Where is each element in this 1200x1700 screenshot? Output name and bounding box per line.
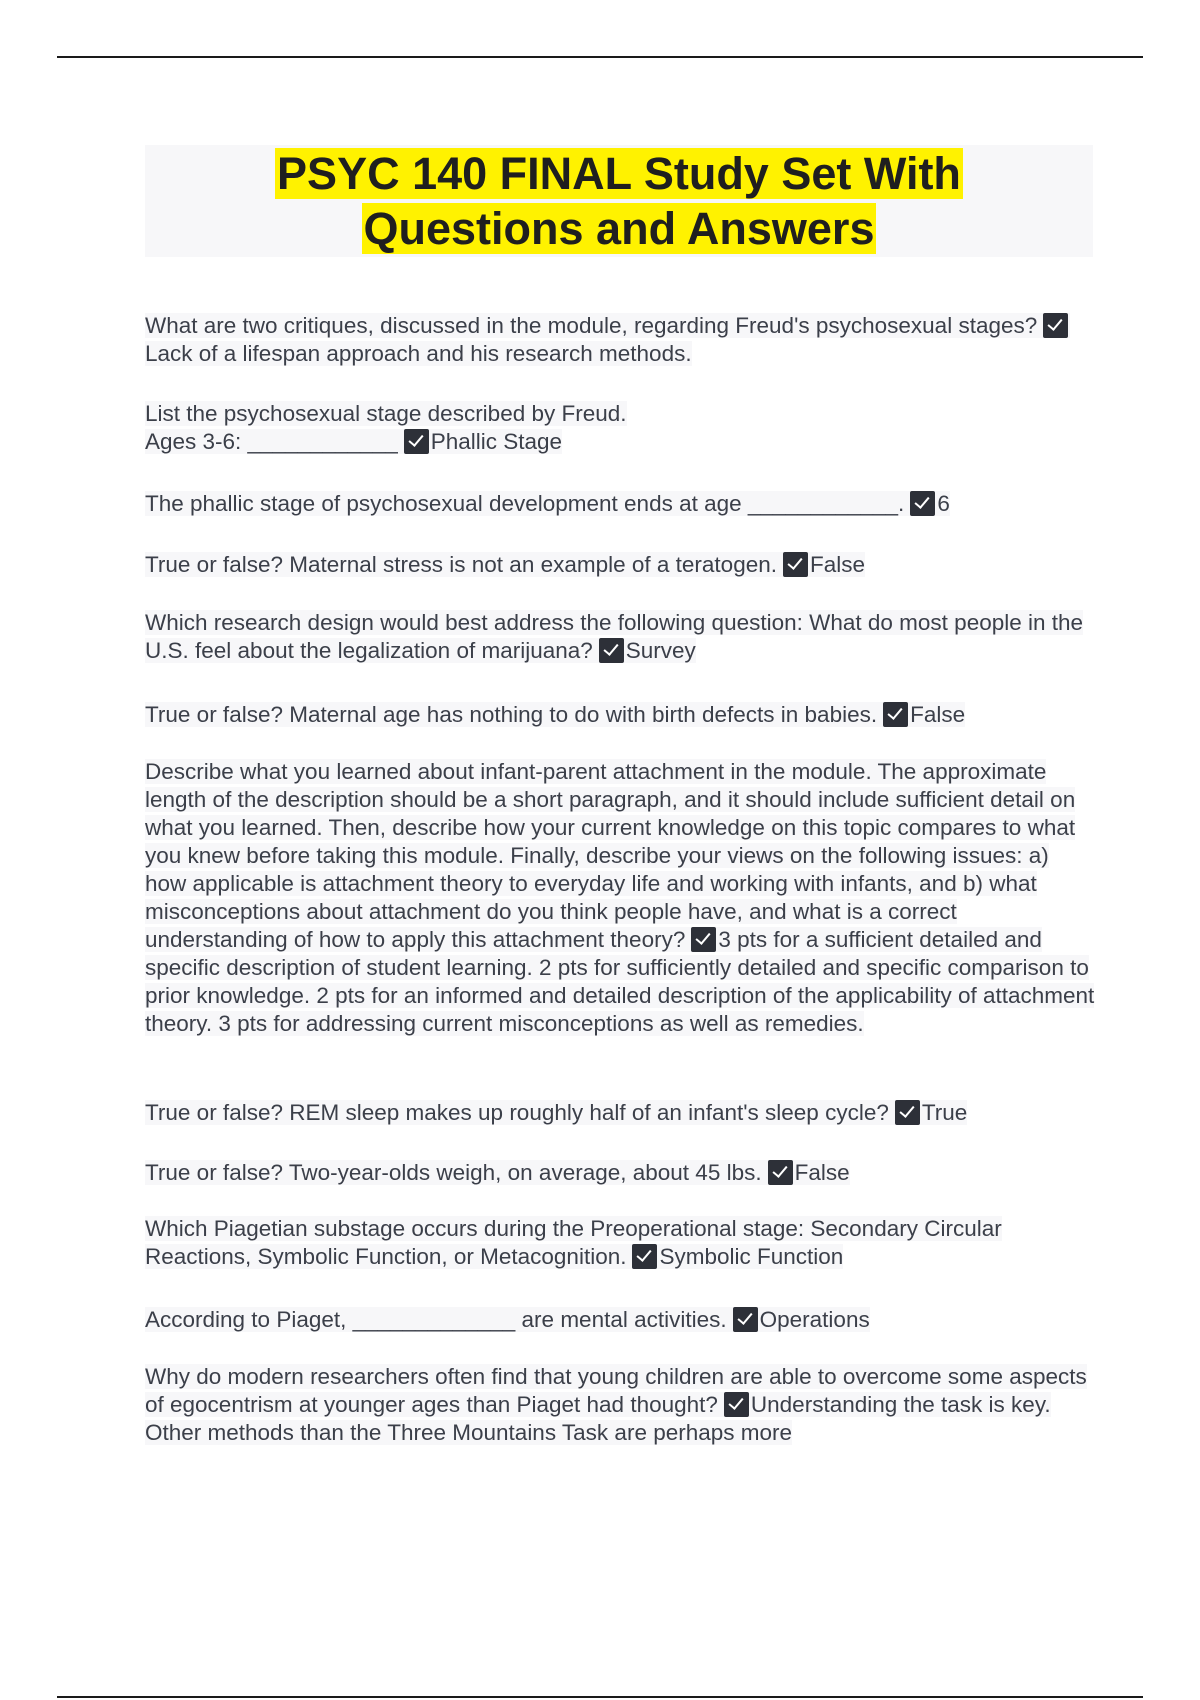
checkmark-icon	[768, 1160, 793, 1185]
answer-text: False	[794, 1160, 850, 1185]
qa-item	[145, 1363, 1095, 1447]
answer-text: True	[921, 1100, 968, 1125]
checkmark-icon	[910, 491, 935, 516]
checkmark-icon	[733, 1307, 758, 1332]
checkmark-icon	[724, 1392, 749, 1417]
title-block	[145, 145, 1093, 257]
qa-item	[145, 400, 1095, 456]
answer-text: False	[910, 702, 966, 727]
question-text: Which research design would best address the following question: What do most people in the U.S. feel about the legalization of marijuana?	[145, 610, 1084, 663]
title-line-2: Questions and Answers	[363, 203, 875, 254]
qa-item	[145, 1306, 1095, 1334]
qa-item	[145, 490, 1095, 518]
question-text: Which Piagetian substage occurs during the Preoperational stage: Secondary Circular Reactions, Symbolic Function, or Metacognition.	[145, 1216, 1002, 1269]
answer-text: Survey	[625, 638, 696, 663]
top-rule	[57, 56, 1143, 58]
checkmark-icon	[691, 927, 716, 952]
checkmark-icon	[599, 638, 624, 663]
answer-text: Phallic Stage	[430, 429, 563, 454]
bottom-rule	[57, 1696, 1143, 1698]
answer-text: 6	[937, 491, 950, 516]
question-text: The phallic stage of psychosexual development ends at age ____________.	[145, 491, 905, 516]
question-text: True or false? Maternal stress is not an example of a teratogen.	[145, 552, 777, 577]
question-text: List the psychosexual stage described by Freud.	[145, 401, 627, 426]
checkmark-icon	[1043, 313, 1068, 338]
qa-item	[145, 1159, 1095, 1187]
qa-item	[145, 701, 1095, 729]
checkmark-icon	[404, 429, 429, 454]
answer-text: Understanding the task is key. Other methods than the Three Mountains Task are perhaps more	[145, 1392, 1051, 1445]
checkmark-icon	[783, 552, 808, 577]
question-text: True or false? REM sleep makes up roughly half of an infant's sleep cycle?	[145, 1100, 889, 1125]
question-text: True or false? Two-year-olds weigh, on average, about 45 lbs.	[145, 1160, 762, 1185]
question-text: True or false? Maternal age has nothing to do with birth defects in babies.	[145, 702, 878, 727]
question-text: Ages 3-6: ____________	[145, 429, 398, 454]
question-text: According to Piaget, _____________ are mental activities.	[145, 1307, 727, 1332]
checkmark-icon	[883, 702, 908, 727]
question-text: What are two critiques, discussed in the module, regarding Freud's psychosexual stages?	[145, 313, 1038, 338]
answer-text: Operations	[759, 1307, 870, 1332]
question-text: Describe what you learned about infant-parent attachment in the module. The approximate length of the description should be a short paragraph, and it should include sufficient detail on what you learned. Then, describe how your current knowledge on this topic compares to what you knew before taking this module. Finally, describe your views on the following issues: a) how applicable is attachment theory to everyday life and working with infants, and b) what misconceptions about attachment do you think people have, and what is a correct understanding of how to apply this attachment theory?	[145, 759, 1076, 952]
answer-text: Lack of a lifespan approach and his research methods.	[145, 341, 692, 366]
title-line-1: PSYC 140 FINAL Study Set With	[277, 148, 961, 199]
question-text: Why do modern researchers often find that young children are able to overcome some aspects of egocentrism at younger ages than Piaget had thought?	[145, 1364, 1087, 1417]
qa-item	[145, 609, 1095, 665]
qa-item	[145, 551, 1095, 579]
qa-item	[145, 1099, 1095, 1127]
qa-item	[145, 312, 1095, 368]
answer-text: Symbolic Function	[659, 1244, 844, 1269]
checkmark-icon	[632, 1244, 657, 1269]
checkmark-icon	[895, 1100, 920, 1125]
answer-text: 3 pts for a sufficient detailed and specific description of student learning. 2 pts for sufficiently detailed and specific comparison to prior knowledge. 2 pts for an informed and detailed description of the applicability of attachment theory. 3 pts for addressing current misconceptions as well as remedies.	[145, 927, 1095, 1036]
answer-text: False	[810, 552, 866, 577]
qa-item	[145, 758, 1095, 1038]
qa-item	[145, 1215, 1095, 1271]
